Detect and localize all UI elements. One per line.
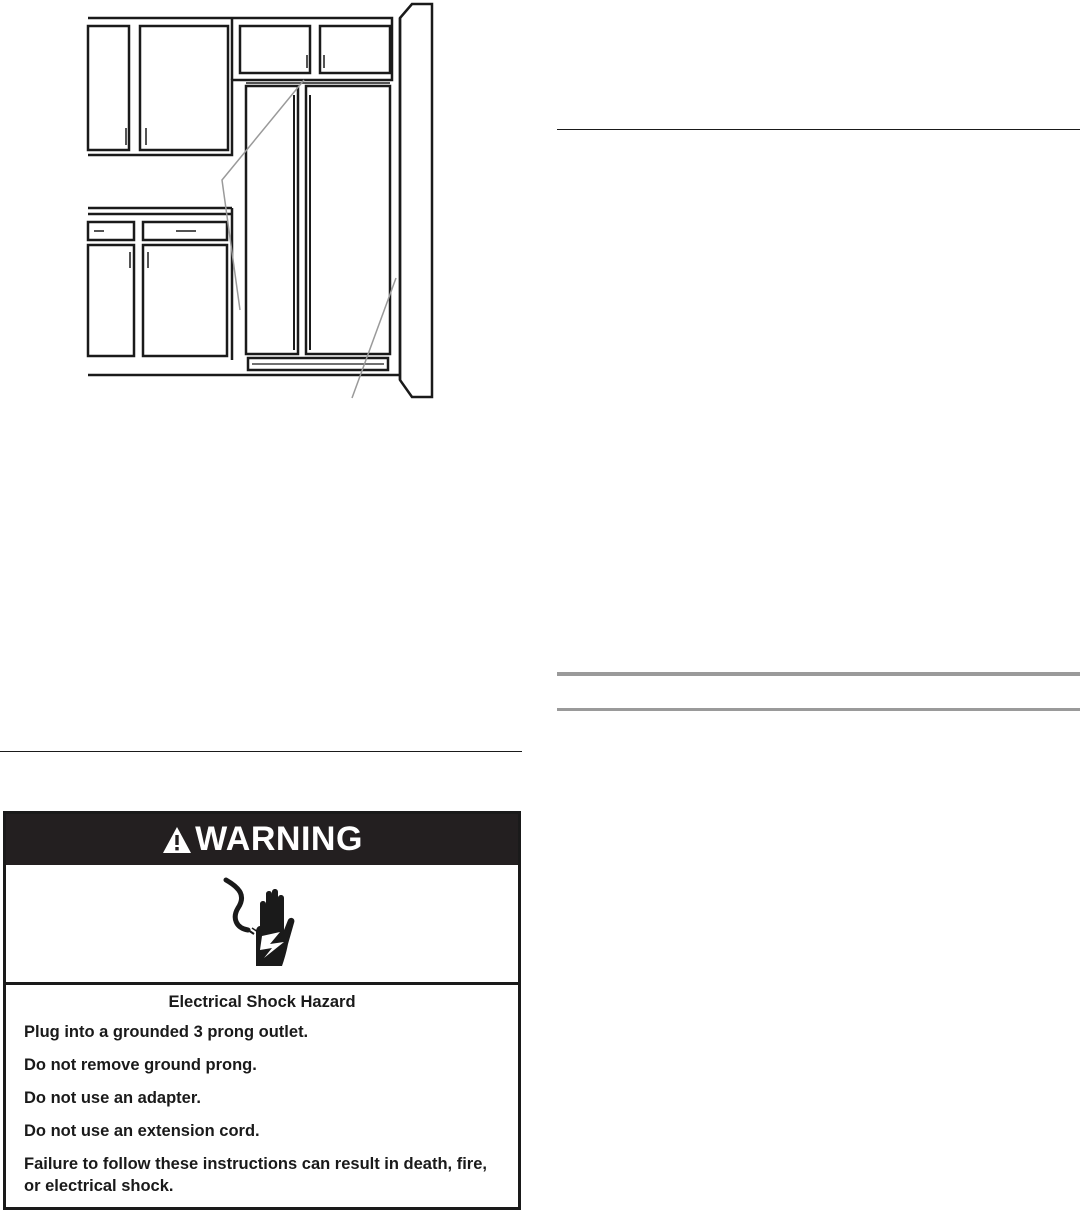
section-rule-right-gray-1 xyxy=(557,672,1080,676)
warning-line-extension-cord: Do not use an extension cord. xyxy=(24,1122,260,1140)
hazard-title: Electrical Shock Hazard xyxy=(168,993,356,1011)
refrigerator-cabinet-illustration xyxy=(80,0,440,405)
warning-line-adapter: Do not use an adapter. xyxy=(24,1089,201,1107)
warning-body xyxy=(6,985,518,1197)
electrical-shock-hand-icon xyxy=(214,874,310,974)
warning-header xyxy=(6,814,518,865)
section-rule-right-gray-2 xyxy=(557,708,1080,711)
warning-triangle-icon xyxy=(161,825,193,855)
warning-line-ground-prong: Do not remove ground prong. xyxy=(24,1056,257,1074)
warning-line-consequence: Failure to follow these instructions can result in death, fire, or electrical shock. xyxy=(24,1155,487,1195)
warning-line-outlet: Plug into a grounded 3 prong outlet. xyxy=(24,1023,309,1041)
section-rule-left xyxy=(0,751,522,752)
warning-header-label: WARNING xyxy=(195,820,363,858)
warning-box xyxy=(3,811,521,1210)
section-rule-right-top xyxy=(557,129,1080,130)
warning-symbol-area xyxy=(6,865,518,985)
